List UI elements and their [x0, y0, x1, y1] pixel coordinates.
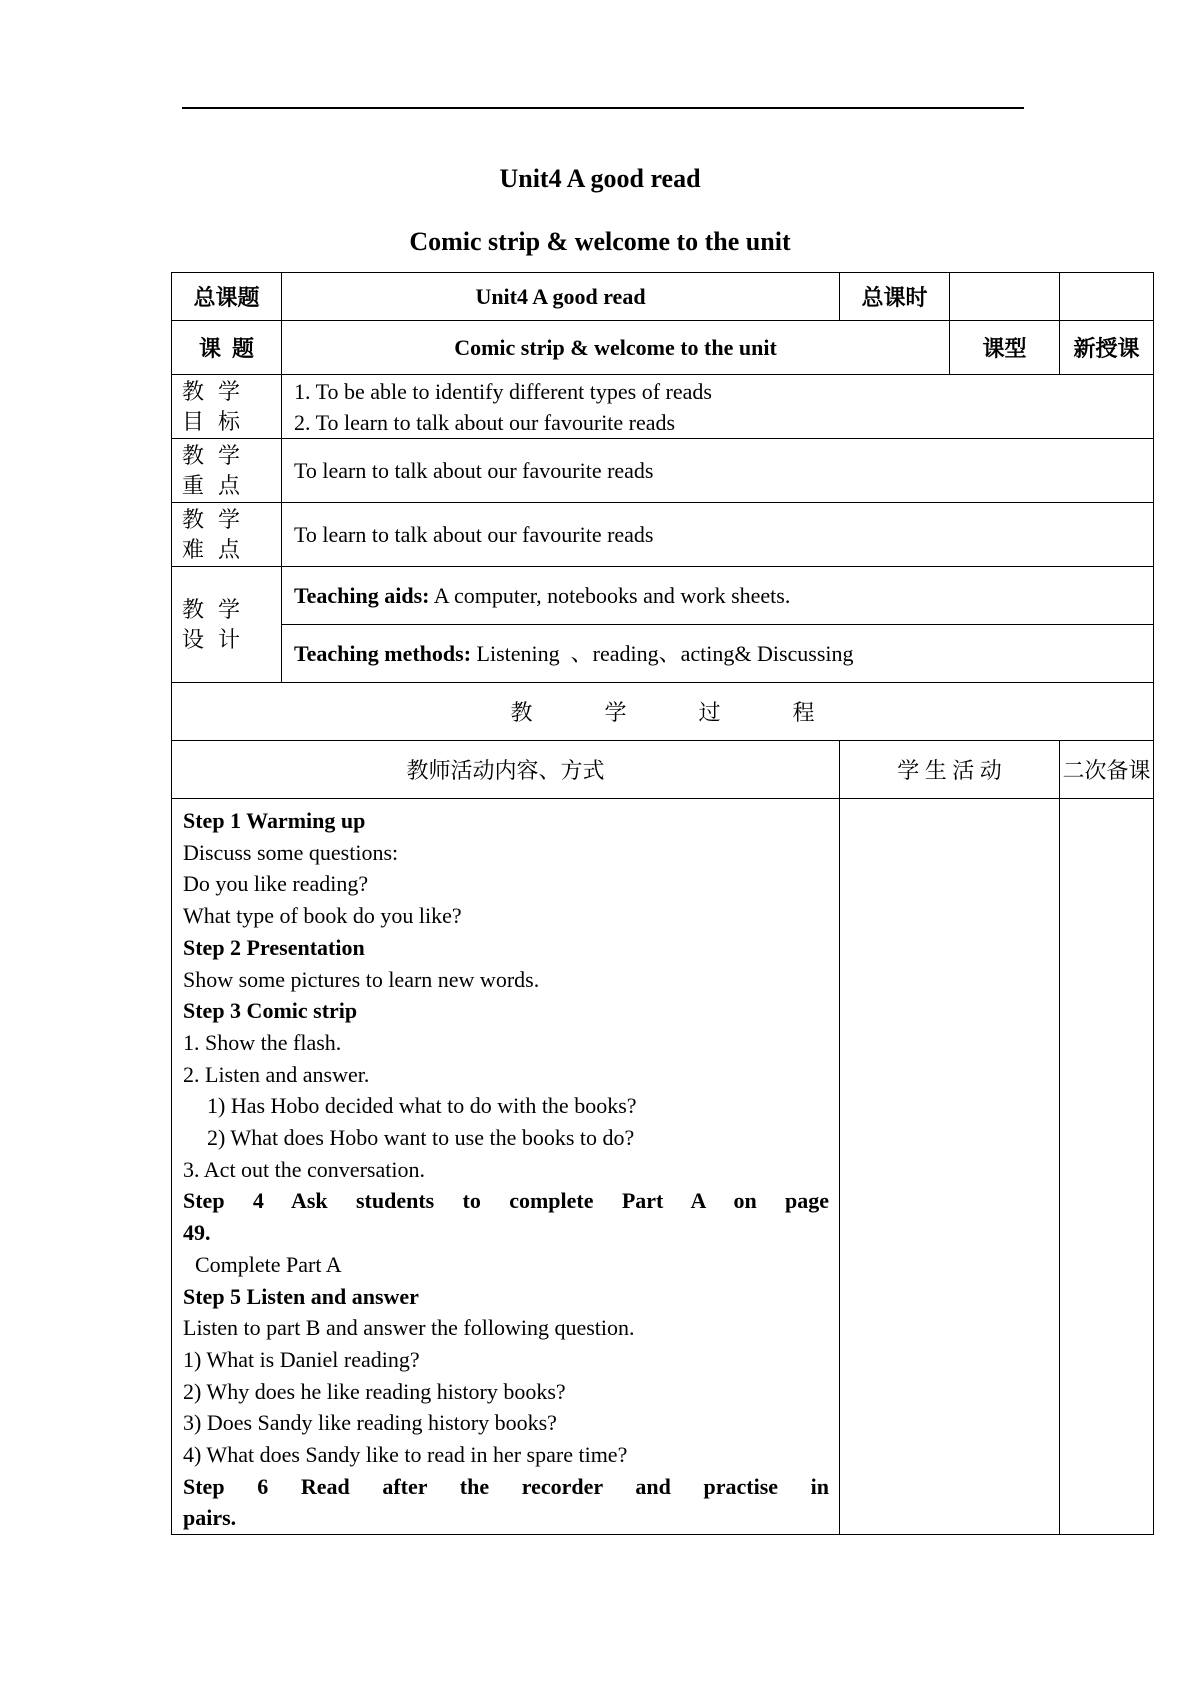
teacher-steps-cell: [172, 799, 840, 1535]
teaching-aids-label: Teaching aids:: [294, 583, 430, 608]
step-heading: Step 1 Warming up: [183, 808, 366, 833]
teaching-goals-row: [172, 375, 1154, 439]
teaching-aids-text: A computer, notebooks and work sheets.: [429, 583, 791, 608]
step-heading: pairs.: [183, 1505, 237, 1531]
teaching-methods-text: Listening 、reading、acting& Discussing: [471, 641, 854, 666]
difficulties-label: 教学难点: [172, 503, 282, 567]
difficulties-text: To learn to talk about our favourite reads: [282, 503, 1154, 567]
step-line: 2) Why does he like reading history books?: [183, 1378, 566, 1404]
teaching-methods-cell: [282, 625, 1154, 683]
process-char: 程: [792, 700, 815, 725]
column-header-row: [172, 741, 1154, 799]
general-topic-row: [172, 273, 1154, 321]
step-heading: Step 5 Listen and answer: [183, 1283, 419, 1309]
general-topic-value: Unit4 A good read: [282, 273, 840, 321]
second-prep-header: 二次备课: [1060, 741, 1154, 799]
step-line: 4) What does Sandy like to read in her spare time?: [183, 1442, 628, 1468]
lesson-type-value: 新授课: [1060, 321, 1154, 375]
steps-row: [172, 799, 1154, 1535]
lesson-topic-label: 课 题: [172, 321, 282, 375]
second-prep-cell: [1060, 799, 1154, 1535]
step-heading: 49.: [183, 1220, 211, 1246]
process-char: 过: [698, 700, 721, 725]
process-char: 学: [604, 700, 627, 725]
teaching-goal-2: 2. To learn to talk about our favourite reads: [294, 409, 676, 435]
lesson-topic-value: Comic strip & welcome to the unit: [282, 321, 950, 375]
general-topic-label: 总课题: [172, 273, 282, 321]
step-line: 3. Act out the conversation.: [183, 1156, 425, 1182]
teaching-aids-row: [172, 567, 1154, 625]
page-subtitle: Comic strip & welcome to the unit: [409, 227, 791, 256]
step-line: 2. Listen and answer.: [183, 1061, 370, 1087]
lesson-plan-table: [171, 272, 1154, 1535]
step-line: Discuss some questions:: [183, 839, 399, 865]
teaching-methods-label: Teaching methods:: [294, 641, 472, 666]
teaching-process-heading: [172, 683, 1154, 741]
total-hours-label: 总课时: [840, 273, 950, 321]
student-activity-header: 学 生 活 动: [840, 741, 1060, 799]
teaching-goal-1: 1. To be able to identify different types of reads: [294, 378, 712, 404]
lesson-topic-row: [172, 321, 1154, 375]
step-line: Listen to part B and answer the following question.: [183, 1315, 635, 1341]
teaching-design-label: 教学设计: [172, 567, 282, 683]
step-heading: Step 4 Ask students to complete Part A on page: [183, 1188, 829, 1214]
step-line: Show some pictures to learn new words.: [183, 966, 540, 992]
step-line: Do you like reading?: [183, 871, 369, 897]
process-char: 教: [510, 700, 533, 725]
teacher-activity-header: 教师活动内容、方式: [172, 741, 840, 799]
teaching-methods-row: [172, 625, 1154, 683]
key-points-row: [172, 439, 1154, 503]
total-hours-value: [950, 273, 1060, 321]
header-rule: [182, 107, 1024, 109]
step-line: Complete Part A: [195, 1251, 342, 1277]
step-line: 1) Has Hobo decided what to do with the books?: [207, 1093, 637, 1119]
lesson-type-label: 课型: [950, 321, 1060, 375]
step-line: 2) What does Hobo want to use the books to do?: [207, 1125, 635, 1151]
steps-list: [183, 805, 829, 1534]
step-heading: Step 6 Read after the recorder and practise in: [183, 1473, 829, 1499]
teaching-goals-label: 教学目标: [172, 375, 282, 439]
teaching-goals-cell: [282, 375, 1154, 439]
step-line: 1) What is Daniel reading?: [183, 1346, 420, 1372]
difficulties-row: [172, 503, 1154, 567]
page-title: Unit4 A good read: [499, 164, 701, 193]
step-heading: Step 2 Presentation: [183, 934, 365, 960]
teaching-aids-cell: [282, 567, 1154, 625]
student-activity-cell: [840, 799, 1060, 1535]
key-points-label: 教学重点: [172, 439, 282, 503]
total-hours-extra: [1060, 273, 1154, 321]
key-points-text: To learn to talk about our favourite reads: [282, 439, 1154, 503]
process-header-row: [172, 683, 1154, 741]
step-line: What type of book do you like?: [183, 903, 462, 929]
step-line: 3) Does Sandy like reading history books?: [183, 1410, 557, 1436]
step-heading: Step 3 Comic strip: [183, 998, 358, 1024]
step-line: 1. Show the flash.: [183, 1029, 342, 1055]
